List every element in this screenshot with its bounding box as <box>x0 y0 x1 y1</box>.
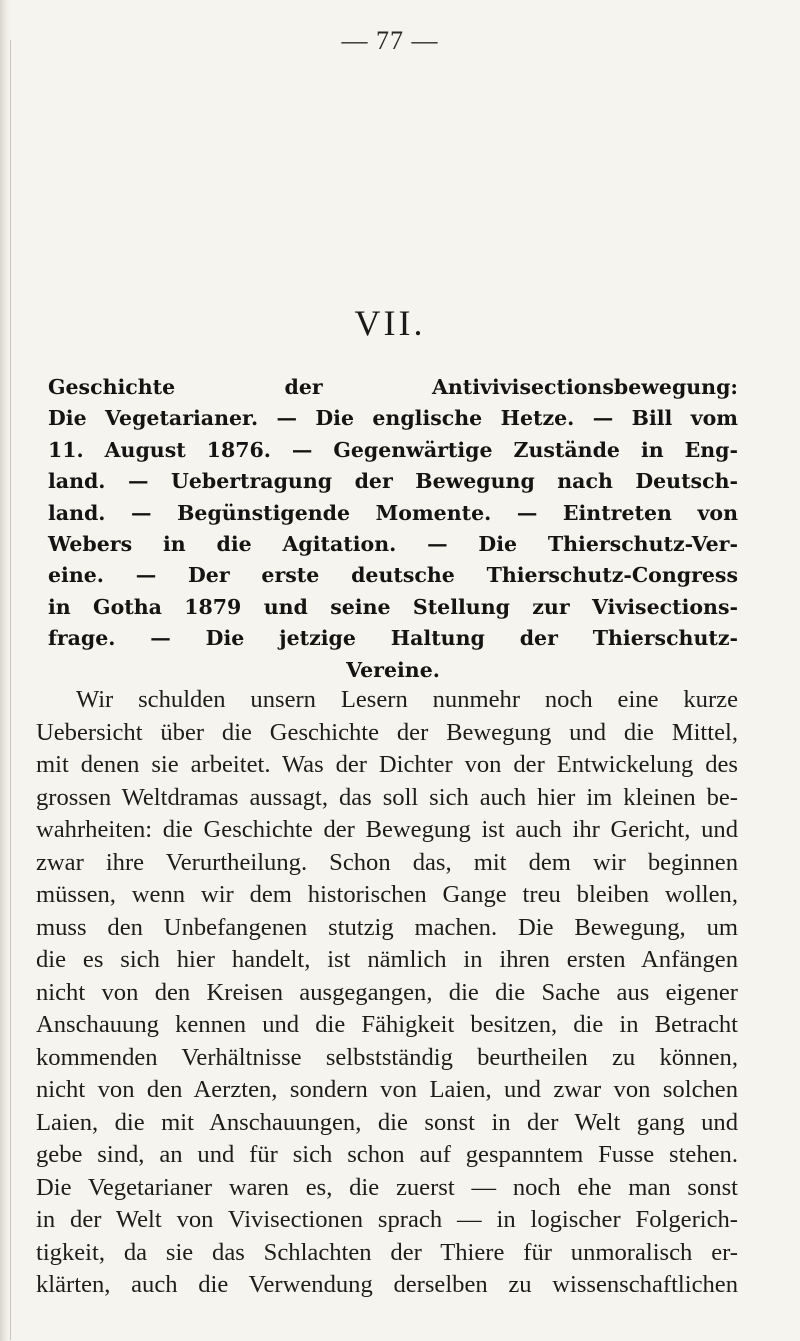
body-line: in der Welt von Vivisectionen sprach — in logischer Folgerich- <box>36 1206 738 1233</box>
body-line: Anschauung kennen und die Fähigkeit besitzen, die in Betracht <box>36 1011 738 1038</box>
body-line: Laien, die mit Anschauungen, die sonst in der Welt gang und <box>36 1108 738 1136</box>
summary-line: frage. — Die jetzige Haltung der Thierschutz- <box>48 626 738 651</box>
body-line: die es sich hier handelt, ist nämlich in ihren ersten Anfängen <box>36 946 738 973</box>
summary-line: land. — Uebertragung der Bewegung nach Deutsch- <box>48 469 738 494</box>
body-line: muss den Unbefangenen stutzig machen. Die Bewegung, um <box>36 913 738 941</box>
body-line: wahrheiten: die Geschichte der Bewegung ist auch ihr Gericht, und <box>36 816 738 843</box>
summary-line: in Gotha 1879 und seine Stellung zur Vivisections- <box>48 594 738 619</box>
body-line: kommenden Verhältnisse selbstständig beurtheilen zu können, <box>36 1043 738 1071</box>
body-paragraph <box>36 684 738 1302</box>
summary-line: Webers in die Agitation. — Die Thierschutz-Ver- <box>48 532 738 557</box>
body-line: Die Vegetarianer waren es, die zuerst — noch ehe man sonst <box>36 1173 738 1201</box>
body-line: tigkeit, da sie das Schlachten der Thiere für unmoralisch er- <box>36 1238 738 1266</box>
body-line: klärten, auch die Verwendung derselben zu wissenschaftlichen <box>36 1271 738 1298</box>
summary-line: Vereine. <box>346 657 440 682</box>
body-line: gebe sind, an und für sich schon auf gespanntem Fusse stehen. <box>36 1141 738 1168</box>
body-line: grossen Weltdramas aussagt, das soll sich auch hier im kleinen be- <box>36 783 738 811</box>
body-line: Wir schulden unsern Lesern nunmehr noch eine kurze <box>76 686 738 713</box>
body-line: zwar ihre Verurtheilung. Schon das, mit dem wir beginnen <box>36 848 738 876</box>
chapter-summary <box>48 372 738 686</box>
body-line: müssen, wenn wir dem historischen Gange treu bleiben wollen, <box>36 881 738 908</box>
summary-line: land. — Begünstigende Momente. — Eintreten von <box>48 500 738 525</box>
body-line: Uebersicht über die Geschichte der Bewegung und die Mittel, <box>36 718 738 746</box>
chapter-numeral: VII. <box>354 303 426 343</box>
summary-line: Die Vegetarianer. — Die englische Hetze. — Bill vom <box>48 406 738 431</box>
summary-line: eine. — Der erste deutsche Thierschutz-Congress <box>48 563 738 588</box>
summary-line: Geschichte der Antivivisectionsbewegung: <box>48 375 738 399</box>
body-line: nicht von den Kreisen ausgegangen, die die Sache aus eigener <box>36 978 738 1006</box>
page-number: — 77 — <box>341 26 439 55</box>
page-edge-line <box>10 40 11 1340</box>
body-line: nicht von den Aerzten, sondern von Laien, und zwar von solchen <box>36 1076 738 1103</box>
summary-line: 11. August 1876. — Gegenwärtige Zustände in Eng- <box>48 437 738 462</box>
body-line: mit denen sie arbeitet. Was der Dichter von der Entwickelung des <box>36 751 738 778</box>
page-binding-shadow <box>0 0 10 1341</box>
